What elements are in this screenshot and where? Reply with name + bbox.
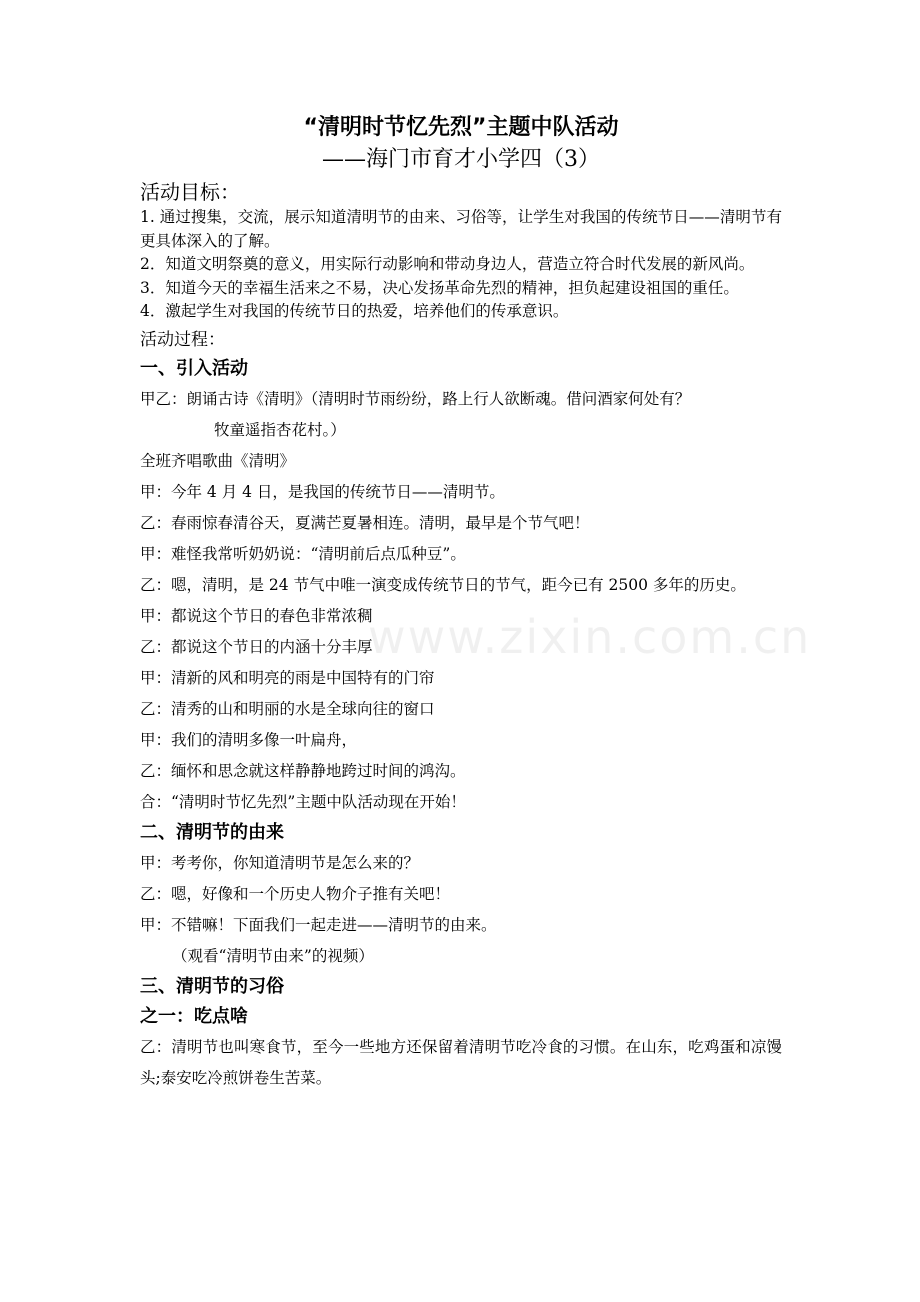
document-title: “清明时节忆先烈”主题中队活动 bbox=[303, 115, 619, 140]
dialogue-line: 甲：清新的风和明亮的雨是中国特有的门帘 bbox=[140, 668, 435, 687]
section-heading-origin: 二、清明节的由来 bbox=[140, 821, 284, 843]
goal-item: 1. 通过搜集，交流，展示知道清明节的由来、习俗等，让学生对我国的传统节日——清明节有更具体深入的了解。 bbox=[140, 208, 782, 250]
poem-line: 甲乙：朗诵古诗《清明》（清明时节雨纷纷，路上行人欲断魂。借问酒家何处有？ bbox=[140, 389, 691, 408]
document-subtitle: ——海门市育才小学四（3） bbox=[322, 147, 600, 172]
goal-item: 4．激起学生对我国的传统节日的热爱，培养他们的传承意识。 bbox=[140, 302, 569, 320]
watermark: www.zixin.com.cn bbox=[368, 610, 812, 664]
process-heading: 活动过程： bbox=[140, 329, 225, 350]
dialogue-line: 甲：都说这个节日的春色非常浓稠 bbox=[140, 606, 373, 625]
dialogue-line: 甲：不错嘛！下面我们一起走进——清明节的由来。 bbox=[140, 915, 497, 934]
section-heading-intro: 一、引入活动 bbox=[140, 357, 248, 379]
dialogue-line: 甲：难怪我常听奶奶说：“清明前后点瓜种豆”。 bbox=[140, 544, 466, 563]
document-page bbox=[140, 112, 782, 1094]
dialogue-line: 甲：考考你，你知道清明节是怎么来的？ bbox=[140, 853, 420, 872]
dialogue-line: 乙：缅怀和思念就这样静静地跨过时间的鸿沟。 bbox=[140, 761, 466, 780]
goal-item: 2．知道文明祭奠的意义，用实际行动影响和带动身边人，营造立符合时代发展的新风尚。 bbox=[140, 255, 755, 273]
dialogue-line: 乙：都说这个节日的内涵十分丰厚 bbox=[140, 637, 373, 656]
dialogue-line: 乙：清明节也叫寒食节，至今一些地方还保留着清明节吃冷食的习惯。在山东，吃鸡蛋和凉馒头;泰安吃冷煎饼卷生苦菜。 bbox=[140, 1037, 782, 1087]
goal-item: 3．知道今天的幸福生活来之不易，决心发扬革命先烈的精神，担负起建设祖国的重任。 bbox=[140, 278, 739, 297]
dialogue-line: 全班齐唱歌曲《清明》 bbox=[140, 451, 296, 470]
dialogue-line: 乙：嗯，清明，是 24 节气中唯一演变成传统节日的节气，距今已有 2500 多年的历史。 bbox=[140, 575, 746, 594]
sub-heading-food: 之一：吃点啥 bbox=[140, 1005, 248, 1027]
dialogue-line: 乙：春雨惊春清谷天，夏满芒夏暑相连。清明，最早是个节气吧！ bbox=[140, 513, 590, 532]
dialogue-line: 乙：嗯，好像和一个历史人物介子推有关吧！ bbox=[140, 884, 451, 903]
stage-note: （观看“清明节由来”的视频） bbox=[172, 946, 374, 965]
goals-heading: 活动目标： bbox=[140, 180, 240, 204]
dialogue-line: 甲：今年 4 月 4 日，是我国的传统节日——清明节。 bbox=[140, 482, 505, 501]
dialogue-line: 乙：清秀的山和明丽的水是全球向往的窗口 bbox=[140, 699, 435, 718]
dialogue-line: 合：“清明时节忆先烈”主题中队活动现在开始！ bbox=[140, 792, 466, 811]
section-heading-customs: 三、清明节的习俗 bbox=[140, 975, 284, 997]
poem-continuation: 牧童遥指杏花村。） bbox=[214, 420, 346, 439]
dialogue-line: 甲：我们的清明多像一叶扁舟， bbox=[140, 730, 358, 749]
